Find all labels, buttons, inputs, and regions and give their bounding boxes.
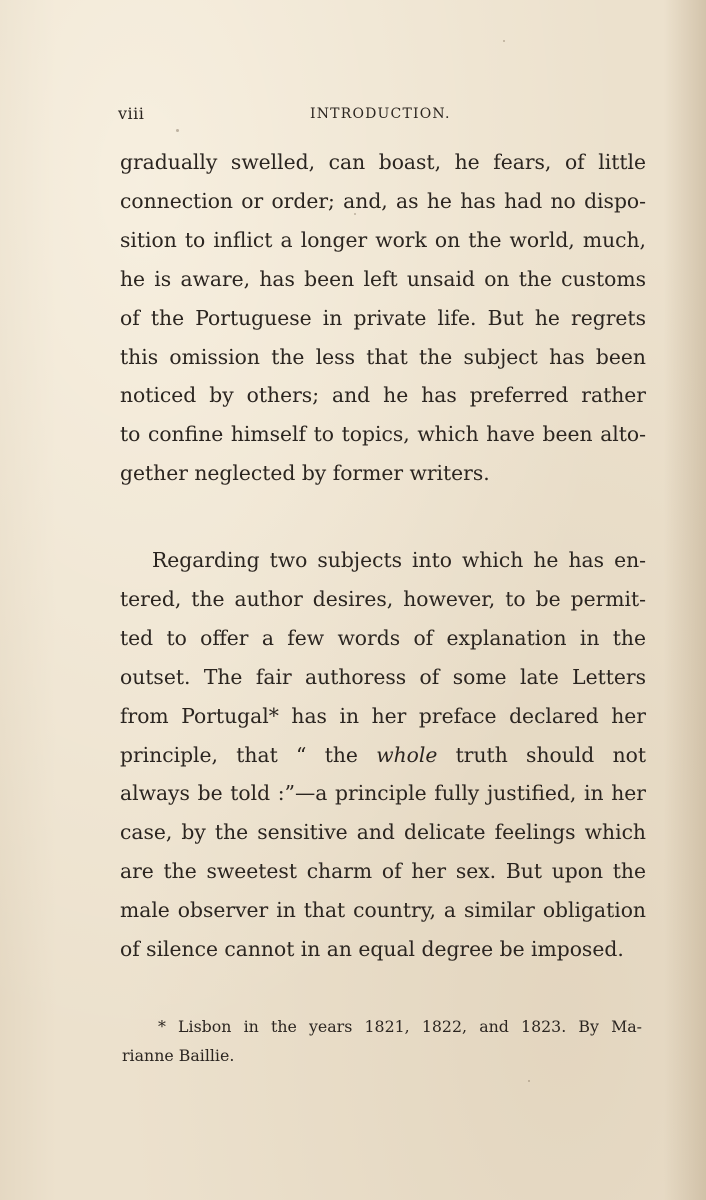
- text-line: from Portugal* has in her preface declared her: [120, 703, 646, 728]
- text-line: connection or order; and, as he has had no dispo-: [120, 188, 646, 213]
- paragraph-1: [120, 143, 646, 493]
- text-line: this omission the less that the subject has been: [120, 344, 646, 369]
- text-segment: truth should not: [437, 742, 646, 767]
- text-line: he is aware, has been left unsaid on the customs: [120, 266, 646, 291]
- text-line: are the sweetest charm of her sex. But upon the: [120, 859, 646, 884]
- text-line: of silence cannot in an equal degree be imposed.: [120, 937, 624, 962]
- text-line: gether neglected by former writers.: [120, 461, 490, 486]
- text-line: gradually swelled, can boast, he fears, of little: [120, 150, 646, 174]
- footnote-line: rianne Baillie.: [122, 1046, 235, 1065]
- paper-speck: [528, 1080, 530, 1082]
- text-line: male observer in that country, a similar obligation: [120, 898, 646, 923]
- paper-speck: [176, 129, 179, 132]
- running-head: INTRODUCTION.: [310, 106, 451, 122]
- text-line: Regarding two subjects into which he has en-: [152, 548, 646, 572]
- text-line-with-emphasis: [120, 736, 646, 775]
- text-line: of the Portuguese in private life. But he regrets: [120, 305, 646, 330]
- footnote: [122, 1012, 642, 1070]
- text-line: outset. The fair authoress of some late Letters: [120, 664, 646, 689]
- text-line: case, by the sensitive and delicate feelings which: [120, 820, 646, 845]
- paragraph-2: [120, 541, 646, 969]
- page-header: [118, 104, 648, 130]
- text-line: always be told :”—a principle fully justified, in her: [120, 781, 646, 806]
- text-line: to confine himself to topics, which have been alto-: [120, 422, 646, 447]
- text-line: sition to inflict a longer work on the world, much,: [120, 227, 646, 252]
- text-line: noticed by others; and he has preferred rather: [120, 383, 646, 408]
- footnote-line: * Lisbon in the years 1821, 1822, and 1823. By Ma-: [158, 1017, 642, 1036]
- text-line: tered, the author desires, however, to be permit-: [120, 586, 646, 611]
- paper-speck: [354, 213, 356, 215]
- emphasized-word: whole: [376, 742, 438, 767]
- paper-speck: [612, 912, 614, 914]
- text-segment: principle, that “ the: [120, 742, 377, 767]
- page-number: viii: [118, 104, 145, 123]
- text-line: ted to offer a few words of explanation in the: [120, 625, 646, 650]
- paper-speck: [503, 40, 505, 42]
